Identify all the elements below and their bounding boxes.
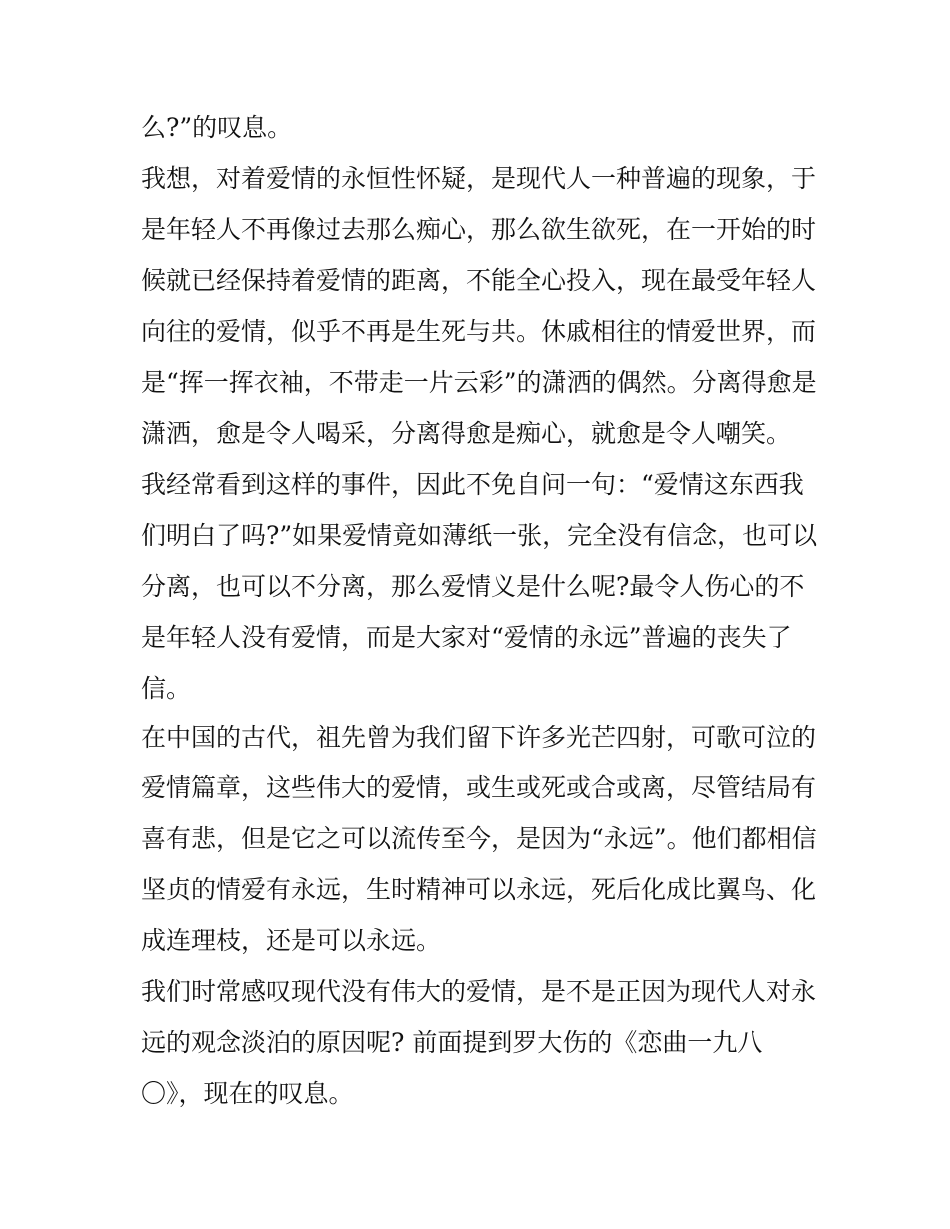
text-line: 我经常看到这样的事件，因此不免自问一句：“爱情这东西我 [141, 470, 804, 499]
text-line: 〇》，现在的叹息。 [141, 1079, 354, 1108]
text-line: 么?”的叹息。 [141, 113, 293, 142]
text-line: 在中国的古代，祖先曾为我们留下许多光芒四射，可歌可泣的 [141, 723, 817, 752]
text-line: 我们时常感叹现代没有伟大的爱情，是不是正因为现代人对永 [141, 977, 817, 1006]
text-line: 潇洒，愈是令人喝采，分离得愈是痴心，就愈是令人嘲笑。 [141, 419, 792, 448]
text-line: 坚贞的情爱有永远，生时精神可以永远，死后化成比翼鸟、化 [141, 875, 817, 904]
text-line: 成连理枝，还是可以永远。 [141, 926, 442, 955]
text-line: 候就已经保持着爱情的距离，不能全心投入，现在最受年轻人 [141, 266, 817, 295]
text-line: 向往的爱情，似乎不再是生死与共。休戚相往的情爱世界，而 [141, 317, 817, 346]
text-line: 爱情篇章，这些伟大的爱情，或生或死或合或离，尽管结局有 [141, 773, 817, 802]
text-line: 信。 [141, 674, 192, 703]
text-line: 是年轻人没有爱情，而是大家对“爱情的永远”普遍的丧失了 [141, 623, 792, 652]
text-line: 我想，对着爱情的永恒性怀疑，是现代人一种普遍的现象，于 [141, 164, 817, 193]
text-line: 是年轻人不再像过去那么痴心，那么欲生欲死，在一开始的时 [141, 215, 817, 244]
text-line: 分离，也可以不分离，那么爱情义是什么呢?最令人伤心的不 [141, 572, 805, 601]
text-line: 是“挥一挥衣袖，不带走一片云彩”的潇洒的偶然。分离得愈是 [141, 368, 817, 397]
text-line: 们明白了吗?”如果爱情竟如薄纸一张，完全没有信念，也可以 [141, 521, 818, 550]
text-line: 远的观念淡泊的原因呢? 前面提到罗大伤的《恋曲一九八 [141, 1028, 763, 1057]
text-line: 喜有悲，但是它之可以流传至今，是因为“永远”。他们都相信 [141, 824, 817, 853]
